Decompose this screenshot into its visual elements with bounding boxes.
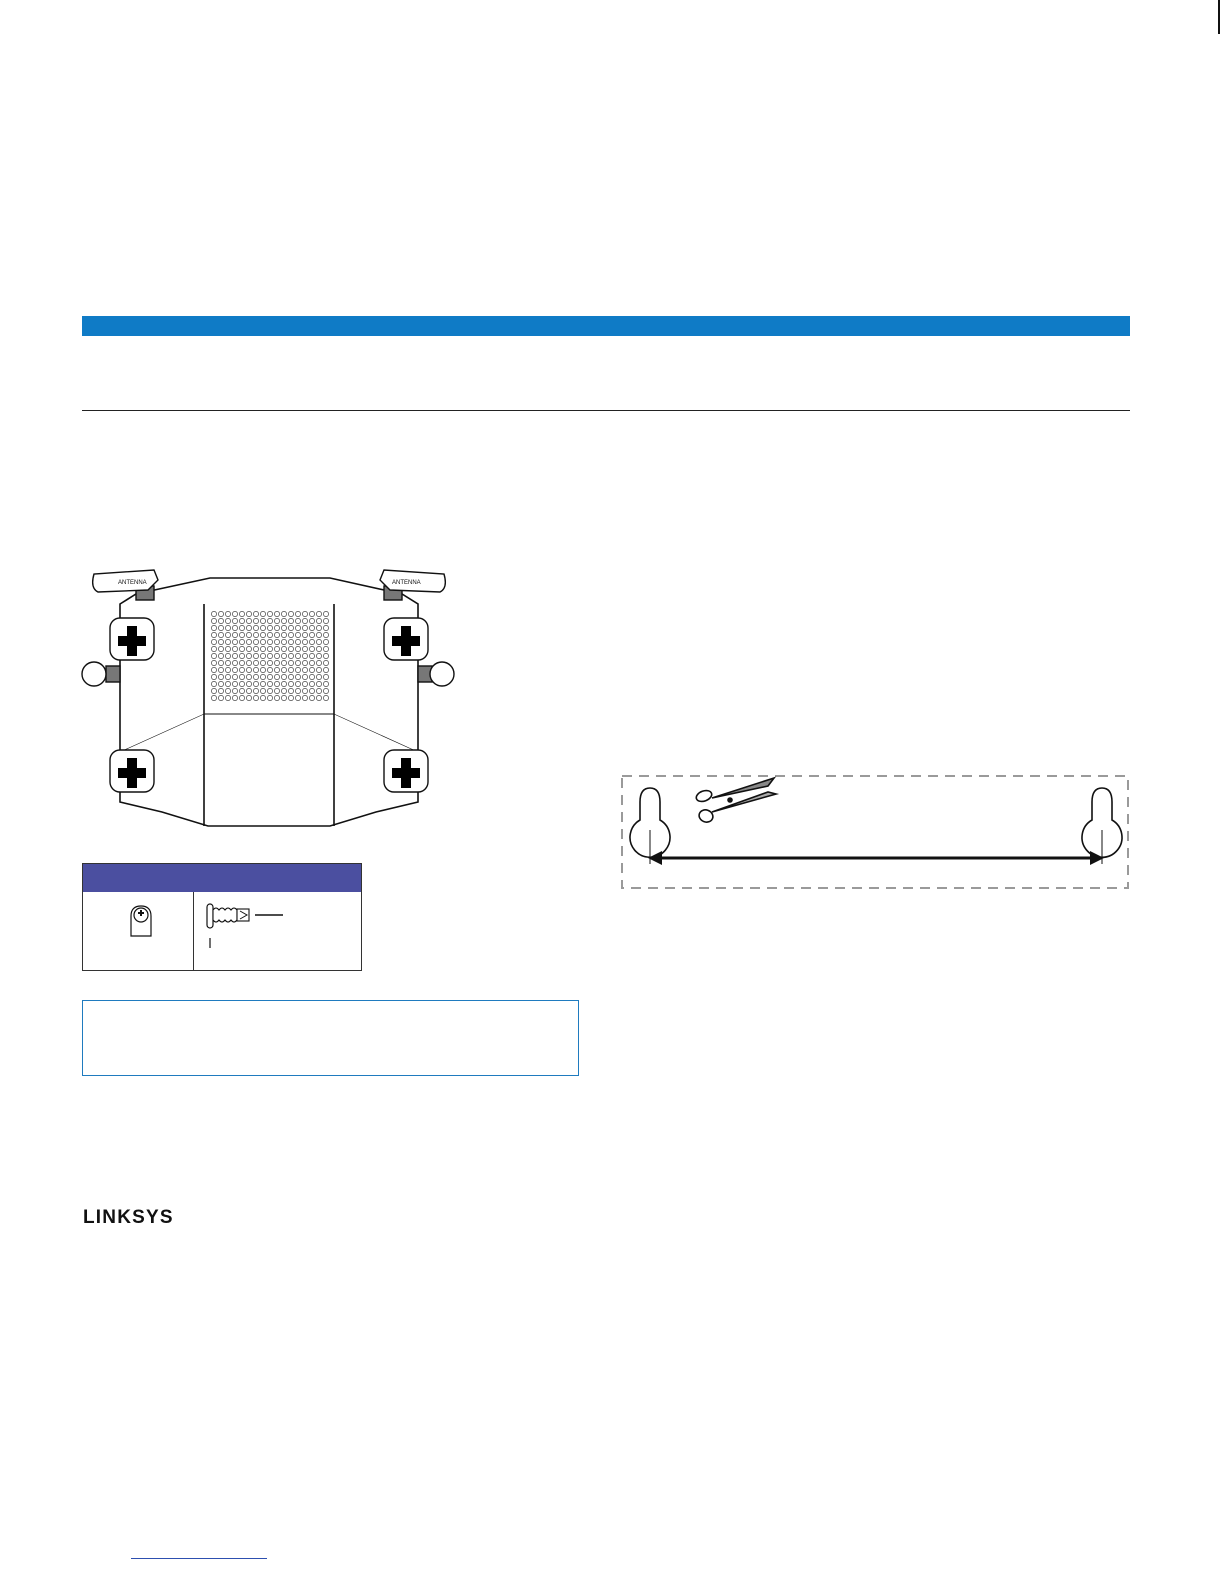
vent-grid (211, 611, 328, 700)
antenna-top-left (93, 570, 158, 600)
hardware-table (82, 863, 362, 971)
distance-arrow (648, 851, 1104, 865)
antenna-right-label: ANTENNA (392, 580, 421, 586)
router-bottom-view-illustration (76, 562, 456, 832)
screw-anchor-icon (128, 904, 154, 938)
antenna-top-right (380, 570, 445, 600)
section-header-bar (82, 316, 1130, 336)
page-edge-mark (1218, 0, 1220, 34)
hardware-table-header (83, 864, 361, 892)
brand-logo: LINKSYS (83, 1207, 174, 1228)
mounting-template (618, 772, 1132, 892)
antenna-left-label: ANTENNA (118, 580, 147, 586)
cut-line (622, 776, 1128, 888)
footer-link-underline[interactable] (131, 1558, 267, 1559)
note-box (82, 1000, 579, 1076)
screw-icon (205, 902, 295, 948)
scissors-icon (695, 778, 776, 824)
section-divider (82, 410, 1130, 411)
